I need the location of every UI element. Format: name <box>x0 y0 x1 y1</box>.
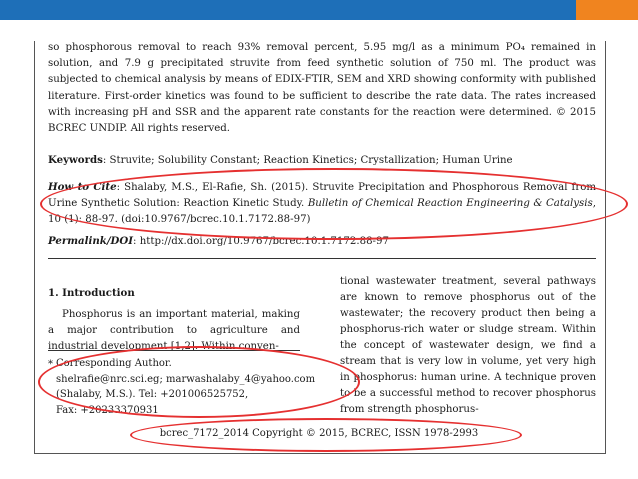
abstract-text: so phosphorous removal to reach 93% removal percent, 5.95 mg/l as a minimum PO₄ remained in solution, and 7.9 g precipitated struvite from feed synthetic solution of 750 ml. The product was subjected to chemical analysis by means of EDIX-FTIR, SEM and XRD showing conformity with published literature. First-order kinetics was found to be sufficient to describe the rate data. The rates increased with increasing pH and SSR and the apparent rate constants for the reaction were determined. © 2015 BCREC UNDIP. All rights reserved. <box>48 42 596 135</box>
permalink-label: Permalink/DOI <box>48 235 134 247</box>
introduction-heading: 1. Introduction <box>48 287 135 299</box>
right-column-text: tional wastewater treatment, several pathways are known to remove phosphorus out of the wastewater; the recovery product then being a phosphorus-rich water or sludge stream. Within the concept of wastewater design, we find a stream that is very low in volume, yet very high in phosphorus: human urine. A technique proven to be a successful method to recover phosphorus from strength phosphorus- <box>340 276 596 415</box>
introduction-text: Phosphorus is an important material, making a major contribution to agriculture and industrial development [1,2]. Within conven- <box>48 309 300 352</box>
permalink-link[interactable]: : http://dx.doi.org/10.9767/bcrec.10.1.7172.88-97 <box>133 236 389 247</box>
footnote-line: (Shalaby, M.S.). Tel: +201006525752, <box>56 389 249 400</box>
footnote-line: shelrafie@nrc.sci.eg; marwashalaby_4@yahoo.com <box>56 373 316 385</box>
cite-journal: Bulletin of Chemical Reaction Engineering & Catalysis <box>307 198 593 210</box>
footnote-line: Corresponding Author. <box>56 358 172 369</box>
footnote-line: Fax: +20233370931 <box>56 404 159 416</box>
introduction-column <box>48 285 300 355</box>
keywords <box>48 152 596 169</box>
cite-tail: , 10 (1): 88-97. (doi:10.9767/bcrec.10.1.7172.88-97) <box>48 198 596 226</box>
highlight-footnote <box>38 346 360 418</box>
cite-text: : Shalaby, M.S., El-Rafie, Sh. (2015). Struvite Precipitation and Phosphorous Removal from Urine Synthetic Solution: Reaction Kinetic Study. <box>48 182 596 210</box>
keywords-label: Keywords <box>48 154 103 166</box>
top-bar-blue <box>0 0 576 20</box>
section-divider <box>48 258 596 259</box>
highlight-citation <box>40 168 628 240</box>
footnote-star: * <box>48 359 53 370</box>
keywords-text: : Struvite; Solubility Constant; Reaction Kinetics; Crystallization; Human Urine <box>102 155 513 166</box>
cite-label: How to Cite <box>48 181 117 193</box>
highlight-footer <box>130 418 522 452</box>
top-bar-orange <box>576 0 638 20</box>
footer-copyright: bcrec_7172_2014 Copyright © 2015, BCREC, ISSN 1978-2993 <box>159 428 479 439</box>
